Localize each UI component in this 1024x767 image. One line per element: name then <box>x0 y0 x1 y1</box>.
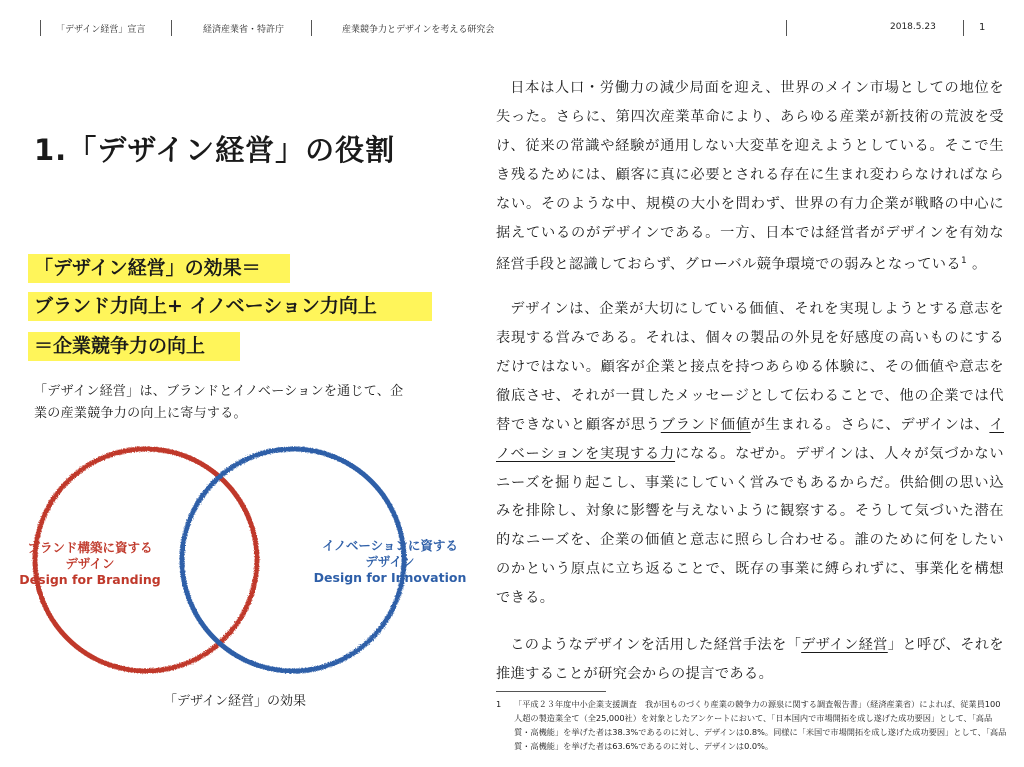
intro-line: 業の産業競争力の向上に寄与する。 <box>34 406 247 421</box>
paragraph-2 <box>496 295 1004 613</box>
paragraph-3-text-a: このようなデザインを活用した経営手法を「 <box>510 637 802 654</box>
innovation-label-line2: デザイン <box>365 554 415 569</box>
paragraph-2-text-b: が生まれる。さらに、デザインは、 <box>750 416 990 433</box>
venn-caption: 「デザイン経営」の効果 <box>163 694 307 709</box>
footnote-ref[interactable]: 1 <box>960 256 968 267</box>
page-header <box>0 0 1024 40</box>
header-cell-committee: 産業競争力とデザインを考える研究会 <box>342 25 495 35</box>
highlight-line-effect: 「デザイン経営」の効果＝ <box>34 257 261 279</box>
body-text <box>496 74 1004 704</box>
footnote <box>496 697 1008 753</box>
footnote-text: 「平成２３年度中小企業支援調査 我が国ものづくり産業の競争力の源泉に関する調査報告書」（経済産業省）によれば、従業員100人超の製造業全て（全25,000社）を対象としたアンケートにおいて、「日本国内で市場開拓を成し遂げた成功要因」として、「高品質・高機能」を挙げた者は38.3%であるのに対し、デザインは0.8%。同様に「米国で市場開拓を成し遂げた成功要因」として、「高品質・高機能」を挙げた者は63.6%であるのに対し、デザインは0.0%。 <box>514 699 1007 751</box>
paragraph-3-text-b: 」と呼び、それを推進することが研究会からの提言である。 <box>496 637 1004 682</box>
header-divider <box>40 20 41 36</box>
design-management-term: デザイン経営 <box>801 637 888 654</box>
branding-label <box>0 540 180 588</box>
header-cell-date: 2018.5.23 <box>890 22 936 32</box>
intro-line: 「デザイン経営」は、ブランドとイノベーションを通じて、企 <box>34 384 404 399</box>
innovation-label <box>300 538 480 586</box>
branding-label-line3: Design for Branding <box>19 572 161 587</box>
paragraph-1-end: 。 <box>967 257 987 274</box>
paragraph-2-text-c: になる。なぜか。デザインは、人々が気づかないニーズを掘り起こし、事業にしていく営みでもあるからだ。供給側の思い込みを排除し、対象に影響を与えないように観察する。そうして気づいた潜在的なニーズを、企業の価値と意志に照らし合わせる。誰のために何をしたいのかという原点に立ち返ることで、既存の事業に縛られずに、事業化を構想できる。 <box>496 445 1004 607</box>
brand-value-term: ブランド価値 <box>660 416 751 433</box>
footnote-divider <box>496 691 606 692</box>
highlight-line-competitiveness: ＝企業競争力の向上 <box>34 335 206 357</box>
innovation-label-line3: Design for Innovation <box>313 570 467 585</box>
paragraph-1-text: 日本は人口・労働力の減少局面を迎え、世界のメイン市場としての地位を失った。さらに、第四次産業革命により、あらゆる産業が新技術の荒波を受け、従来の常識や経験が通用しない大変革を迎えようとしている。そこで生き残るためには、顧客に真に必要とされる存在に生まれ変わらなければならない。そのような中、規模の大小を問わず、世界の有力企業が戦略の中心に据えているのがデザインである。一方、日本では経営者がデザインを有効な経営手段と認識しておらず、グローバル競争環境での弱みとなっている <box>496 80 1004 274</box>
section-title: 1.「デザイン経営」の役割 <box>34 133 396 167</box>
header-divider <box>963 20 964 36</box>
paragraph-3 <box>496 631 1004 689</box>
highlight-line-brand-innovation: ブランド力向上+ イノベーション力向上 <box>34 295 377 317</box>
paragraph-1 <box>496 74 1004 280</box>
header-cell-ministry: 経済産業省・特許庁 <box>203 25 285 35</box>
innovation-power-term: イノベーションを実現する力 <box>496 416 1004 462</box>
header-divider <box>311 20 312 36</box>
header-divider <box>786 20 787 36</box>
branding-label-line2: デザイン <box>65 556 115 571</box>
innovation-label-line1: イノベーションに資する <box>322 538 458 553</box>
header-cell-title: 「デザイン経営」宣言 <box>56 25 146 35</box>
branding-label-line1: ブランド構築に資する <box>27 540 153 555</box>
page-number: 1 <box>979 22 986 33</box>
header-divider <box>171 20 172 36</box>
footnote-number: 1 <box>496 699 502 709</box>
intro-text <box>34 381 434 425</box>
paragraph-2-text-a: デザインは、企業が大切にしている価値、それを実現しようとする意志を表現する営みである。それは、個々の製品の外見を好感度の高いものにするだけではない。顧客が企業と接点を持つあらゆる体験に、その価値や意志を徹底させ、それが一貫したメッセージとして伝わることで、他の企業では代替できないと顧客が思う <box>496 301 1004 433</box>
